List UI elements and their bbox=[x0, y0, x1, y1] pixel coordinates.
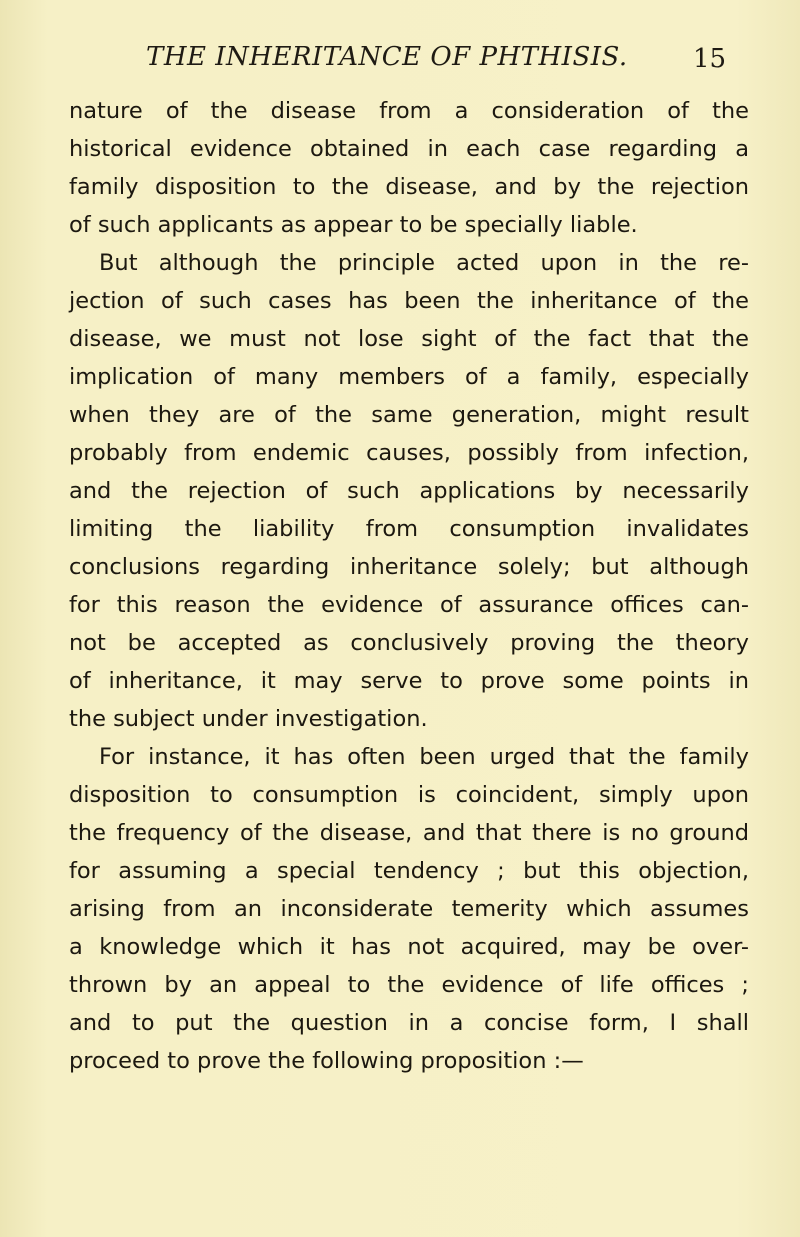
text-line: implication of many members of a family, especially bbox=[69, 364, 749, 390]
text-line: proceed to prove the following proposition :— bbox=[69, 1048, 584, 1074]
text-line: conclusions regarding inheritance solely; but although bbox=[69, 554, 749, 580]
text-line: and the rejection of such applications by necessarily bbox=[69, 478, 749, 504]
text-line: family disposition to the disease, and by the rejection bbox=[69, 174, 749, 200]
text-line: jection of such cases has been the inheritance of the bbox=[69, 288, 749, 314]
text-line: For instance, it has often been urged that the family bbox=[99, 744, 749, 770]
text-line: for assuming a special tendency ; but this objection, bbox=[69, 858, 749, 884]
text-line: historical evidence obtained in each case regarding a bbox=[69, 136, 749, 162]
text-line: not be accepted as conclusively proving the theory bbox=[69, 630, 749, 656]
body-text bbox=[69, 92, 749, 1080]
text-line: the frequency of the disease, and that there is no ground bbox=[69, 820, 749, 846]
page-header bbox=[0, 42, 800, 82]
text-line: probably from endemic causes, possibly from infection, bbox=[69, 440, 749, 466]
text-line: when they are of the same generation, might result bbox=[69, 402, 749, 428]
page-number: 15 bbox=[693, 44, 727, 74]
text-line: of inheritance, it may serve to prove some points in bbox=[69, 668, 749, 694]
text-line: arising from an inconsiderate temerity which assumes bbox=[69, 896, 749, 922]
text-line: for this reason the evidence of assurance offices can- bbox=[69, 592, 749, 618]
text-line: of such applicants as appear to be specially liable. bbox=[69, 212, 638, 238]
text-line: But although the principle acted upon in the re- bbox=[99, 250, 749, 276]
text-line: a knowledge which it has not acquired, may be over- bbox=[69, 934, 749, 960]
text-line: disposition to consumption is coincident, simply upon bbox=[69, 782, 749, 808]
text-line: nature of the disease from a consideration of the bbox=[69, 98, 749, 124]
text-line: limiting the liability from consumption invalidates bbox=[69, 516, 749, 542]
text-line: the subject under investigation. bbox=[69, 706, 428, 732]
text-line: and to put the question in a concise form, I shall bbox=[69, 1010, 749, 1036]
text-line: thrown by an appeal to the evidence of life offices ; bbox=[69, 972, 749, 998]
running-head: THE INHERITANCE OF PHTHISIS. bbox=[146, 42, 628, 72]
text-line: disease, we must not lose sight of the fact that the bbox=[69, 326, 749, 352]
